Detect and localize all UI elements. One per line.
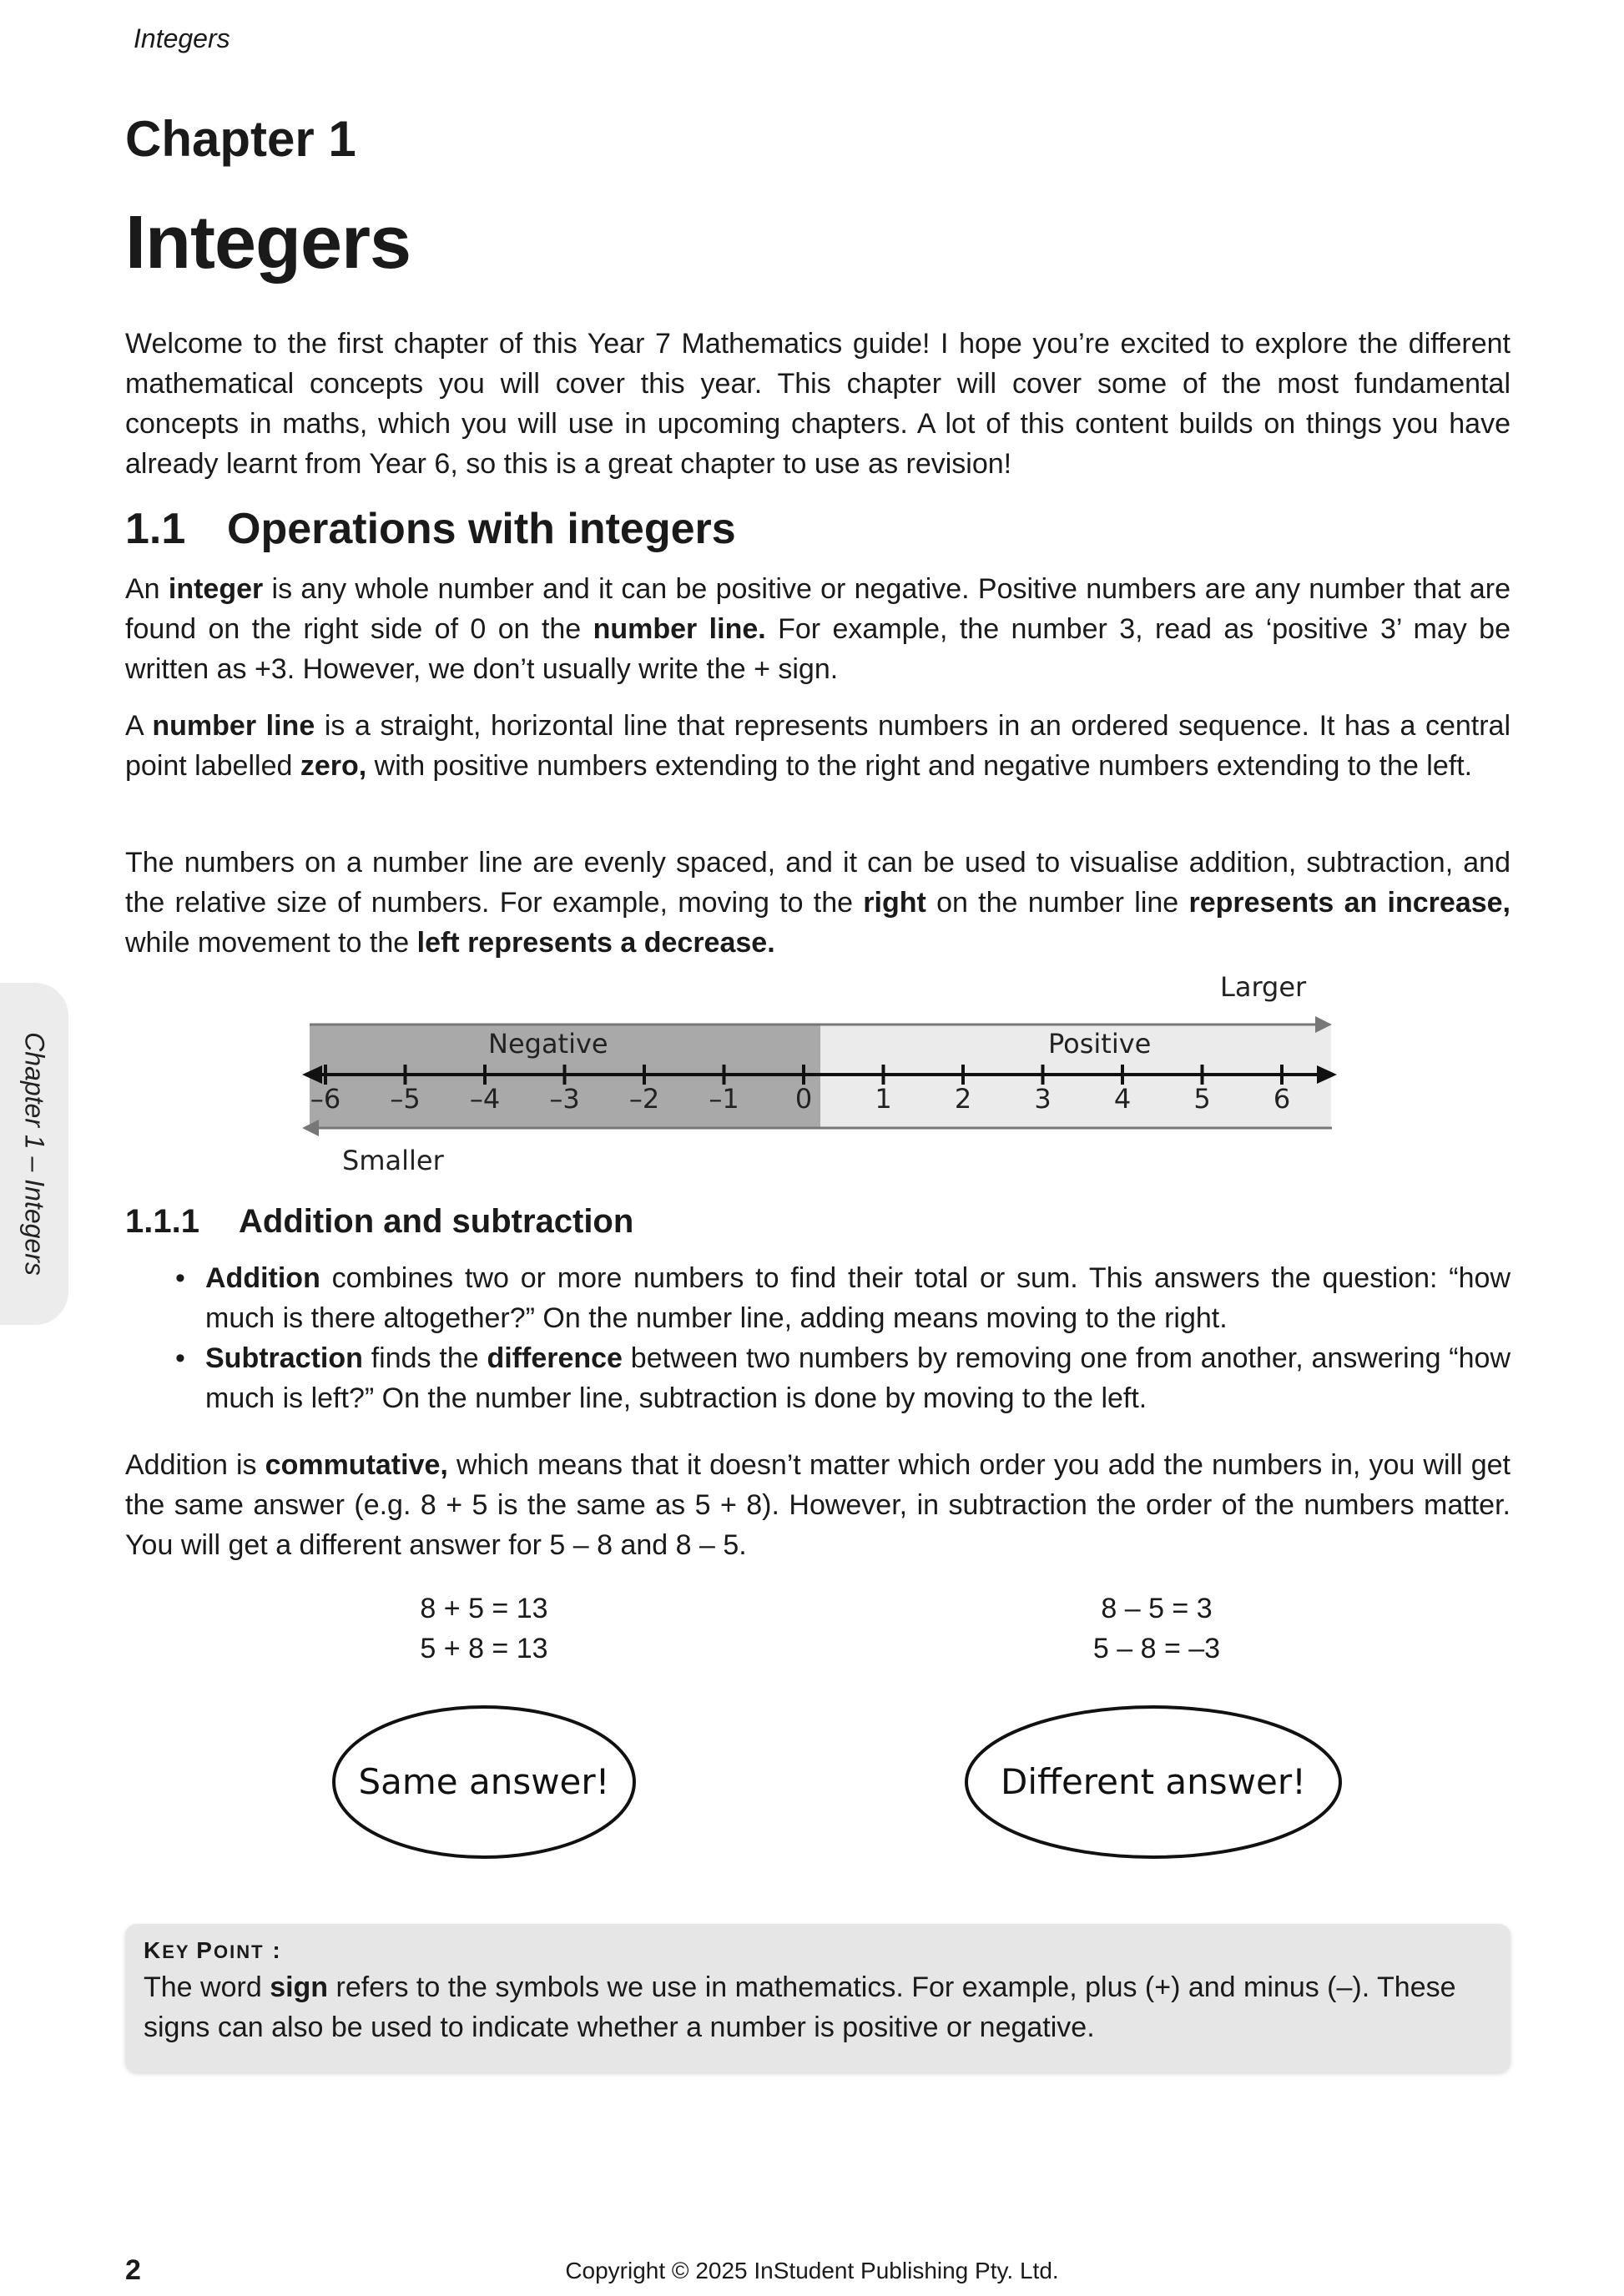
tick-label: –2 bbox=[628, 1083, 660, 1115]
subtraction-example-2: 5 – 8 = –3 bbox=[1092, 1633, 1221, 1664]
page-number: 2 bbox=[125, 2254, 141, 2286]
subtraction-bullet: • Subtraction finds the difference between two numbers by removing one from another, answering “how much is left?” On the number line, subtraction is done by moving to the left. bbox=[175, 1338, 1511, 1418]
subtraction-example-1: 8 – 5 = 3 bbox=[1101, 1593, 1213, 1624]
tick-label: 4 bbox=[1113, 1083, 1132, 1115]
key-point-box bbox=[125, 1924, 1511, 2072]
number-line-definition-paragraph: A number line is a straight, horizontal line that represents numbers in an ordered sequence. It has a central point labelled zero, with positive numbers extending to the right and negative numbers extending to the left. bbox=[125, 710, 1511, 782]
key-point-title: KEY POINT : bbox=[144, 1937, 282, 1963]
chapter-number: Chapter 1 bbox=[125, 111, 356, 167]
key-point-body: The word sign refers to the symbols we use in mathematics. For example, plus (+) and minus (–). These signs can also be used to indicate whether a number is positive or negative. bbox=[144, 1971, 1456, 2043]
different-answer-bubble bbox=[961, 1699, 1345, 1866]
intro-paragraph: Welcome to the first chapter of this Year 7 Mathematics guide! I hope you’re excited to explore the different mathematical concepts you will cover this year. This chapter will cover some of the most fundamental concepts in maths, which you will use in upcoming chapters. A lot of this content builds on things you have already learnt from Year 6, so this is a great chapter to use as revision! bbox=[125, 328, 1511, 480]
running-head: Integers bbox=[134, 23, 230, 53]
addition-examples bbox=[334, 1589, 634, 1669]
subtraction-examples bbox=[1006, 1589, 1307, 1669]
addition-example-1: 8 + 5 = 13 bbox=[420, 1593, 548, 1624]
addition-bullet: • Addition combines two or more numbers to find their total or sum. This answers the question: “how much is there altogether?” On the number line, adding means moving to the right. bbox=[175, 1258, 1511, 1338]
section-heading bbox=[125, 504, 736, 554]
chapter-side-tab bbox=[0, 983, 68, 1325]
tick-label: 5 bbox=[1193, 1083, 1211, 1115]
subsection-title: Addition and subtraction bbox=[239, 1203, 634, 1240]
different-answer-label: Different answer! bbox=[1001, 1761, 1306, 1802]
tick-label: 6 bbox=[1273, 1083, 1291, 1115]
addition-example-2: 5 + 8 = 13 bbox=[420, 1633, 548, 1664]
number-line-diagram bbox=[292, 966, 1352, 1183]
section-title: Operations with integers bbox=[227, 505, 736, 553]
larger-label: Larger bbox=[1220, 971, 1307, 1003]
section-number: 1.1 bbox=[125, 505, 186, 553]
number-line-usage-paragraph: The numbers on a number line are evenly spaced, and it can be used to visualise addition, subtraction, and the relative size of numbers. For example, moving to the right on the number line represents an increase, while movement to the left represents a decrease. bbox=[125, 847, 1511, 959]
subsection-heading bbox=[125, 1203, 633, 1241]
chapter-title: Integers bbox=[125, 201, 411, 284]
positive-label: Positive bbox=[1048, 1028, 1152, 1060]
tick-label: 2 bbox=[954, 1083, 972, 1115]
tick-label: –4 bbox=[469, 1083, 501, 1115]
tick-label: 1 bbox=[875, 1083, 892, 1115]
tick-label: 0 bbox=[794, 1083, 813, 1115]
side-tab-label: Chapter 1 – Integers bbox=[19, 1032, 50, 1276]
smaller-label: Smaller bbox=[342, 1145, 444, 1176]
copyright-notice: Copyright © 2025 InStudent Publishing Pty. Ltd. bbox=[565, 2258, 1059, 2283]
operations-bullet-list bbox=[175, 1258, 1511, 1418]
negative-label: Negative bbox=[488, 1028, 608, 1060]
commutative-paragraph: Addition is commutative, which means that it doesn’t matter which order you add the numbers in, you will get the same answer (e.g. 8 + 5 is the same as 5 + 8). However, in subtraction the order of the numbers matter. You will get a different answer for 5 – 8 and 8 – 5. bbox=[125, 1449, 1511, 1561]
same-answer-label: Same answer! bbox=[358, 1761, 610, 1802]
tick-label: –5 bbox=[390, 1083, 421, 1115]
tick-label: –1 bbox=[709, 1083, 739, 1115]
tick-label: –6 bbox=[310, 1083, 341, 1115]
same-answer-bubble bbox=[325, 1699, 643, 1866]
tick-label: –3 bbox=[549, 1083, 580, 1115]
subsection-number: 1.1.1 bbox=[125, 1203, 199, 1240]
integer-definition-paragraph: An integer is any whole number and it can be positive or negative. Positive numbers are any number that are found on the right side of 0 on the number line. For example, the number 3, read as ‘positive 3’ may be written as +3. However, we don’t usually write the + sign. bbox=[125, 573, 1511, 685]
tick-label: 3 bbox=[1034, 1083, 1052, 1115]
